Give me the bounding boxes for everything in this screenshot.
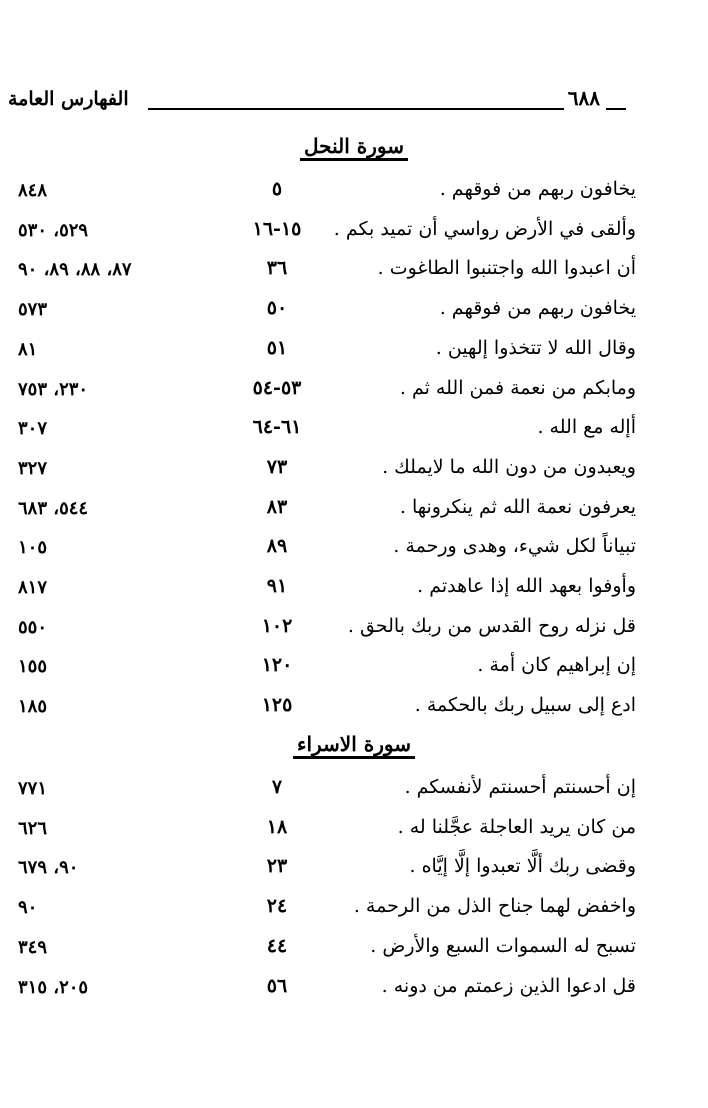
index-row bbox=[0, 654, 708, 684]
index-row bbox=[0, 855, 708, 885]
verse-text: تسبح له السموات السبع والأرض . bbox=[370, 935, 636, 957]
surah-heading bbox=[0, 134, 708, 161]
index-row bbox=[0, 496, 708, 526]
verse-number: ٣٦ bbox=[266, 257, 288, 279]
index-row bbox=[0, 776, 708, 806]
page-references: ٨٤٨ bbox=[18, 180, 48, 201]
index-row bbox=[0, 615, 708, 645]
verse-number: ٨٣ bbox=[266, 496, 288, 518]
verse-text: ويعبدون من دون الله ما لايملك . bbox=[382, 456, 636, 478]
verse-number: ٥ bbox=[271, 178, 283, 200]
verse-text: أإله مع الله . bbox=[537, 416, 636, 438]
index-row bbox=[0, 816, 708, 846]
page-number: ٦٨٨ bbox=[567, 86, 600, 110]
index-row bbox=[0, 575, 708, 605]
verse-text: يخافون ربهم من فوقهم . bbox=[439, 297, 636, 319]
verse-number: ٢٤ bbox=[266, 895, 288, 917]
verse-number: ٥٣-٥٤ bbox=[252, 377, 302, 399]
page-references: ٣٢٧ bbox=[18, 458, 48, 479]
verse-number: ١٢٠ bbox=[261, 654, 293, 676]
page-references: ٢٣٠، ٧٥٣ bbox=[18, 379, 89, 400]
page-references: ٥٢٩، ٥٣٠ bbox=[18, 220, 89, 241]
verse-text: قل ادعوا الذين زعمتم من دونه . bbox=[381, 975, 636, 997]
verse-text: يخافون ربهم من فوقهم . bbox=[439, 178, 636, 200]
verse-text: تبياناً لكل شيء، وهدى ورحمة . bbox=[393, 535, 636, 557]
verse-text: ادع إلى سبيل ربك بالحكمة . bbox=[414, 694, 636, 716]
index-row bbox=[0, 218, 708, 248]
index-row bbox=[0, 895, 708, 925]
verse-text: وقال الله لا تتخذوا إلهين . bbox=[435, 337, 636, 359]
index-row bbox=[0, 257, 708, 287]
index-row bbox=[0, 935, 708, 965]
verse-number: ٩١ bbox=[266, 575, 288, 597]
verse-text: قل نزله روح القدس من ربك بالحق . bbox=[347, 615, 636, 637]
page-references: ٢٠٥، ٣١٥ bbox=[18, 977, 89, 998]
page-references: ٧٧١ bbox=[18, 778, 48, 799]
index-row bbox=[0, 456, 708, 486]
verse-number: ٢٣ bbox=[266, 855, 288, 877]
index-row bbox=[0, 178, 708, 208]
verse-number: ٦١-٦٤ bbox=[252, 416, 302, 438]
verse-number: ٧٣ bbox=[266, 456, 288, 478]
verse-number: ٥١ bbox=[266, 337, 288, 359]
page-references: ٨١ bbox=[18, 339, 38, 360]
verse-number: ٥٠ bbox=[266, 297, 288, 319]
header-rule-short bbox=[606, 108, 626, 110]
page-references: ٣٤٩ bbox=[18, 937, 48, 958]
verse-text: إن أحسنتم أحسنتم لأنفسكم . bbox=[404, 776, 636, 798]
verse-number: ٥٦ bbox=[266, 975, 288, 997]
index-row bbox=[0, 694, 708, 724]
page-references: ٩٠ bbox=[18, 897, 38, 918]
index-row bbox=[0, 416, 708, 446]
verse-text: ومابكم من نعمة فمن الله ثم . bbox=[399, 377, 636, 399]
verse-text: وألقى في الأرض رواسي أن تميد بكم . bbox=[333, 218, 636, 240]
verse-number: ١٥-١٦ bbox=[252, 218, 302, 240]
page-references: ١٥٥ bbox=[18, 656, 48, 677]
page-references: ٥٤٤، ٦٨٣ bbox=[18, 498, 89, 519]
verse-text: واخفض لهما جناح الذل من الرحمة . bbox=[353, 895, 636, 917]
page-header bbox=[8, 86, 626, 118]
index-row bbox=[0, 297, 708, 327]
verse-text: وأوفوا بعهد الله إذا عاهدتم . bbox=[417, 575, 636, 597]
verse-text: إن إبراهيم كان أمة . bbox=[477, 654, 636, 676]
verse-text: وقضى ربك ألَّا تعبدوا إلَّا إيَّاه . bbox=[409, 855, 636, 877]
verse-number: ١٨ bbox=[266, 816, 288, 838]
surah-heading bbox=[0, 732, 708, 759]
page-references: ٨٧، ٨٨، ٨٩، ٩٠ bbox=[18, 259, 132, 280]
verse-text: أن اعبدوا الله واجتنبوا الطاغوت . bbox=[377, 257, 636, 279]
verse-number: ٧ bbox=[271, 776, 283, 798]
header-rule bbox=[148, 108, 564, 110]
index-row bbox=[0, 377, 708, 407]
page-references: ٥٧٣ bbox=[18, 299, 48, 320]
page-references: ١٠٥ bbox=[18, 537, 48, 558]
page-references: ٣٠٧ bbox=[18, 418, 48, 439]
running-title: الفهارس العامة bbox=[8, 88, 129, 110]
verse-number: ١٢٥ bbox=[261, 694, 293, 716]
verse-number: ٨٩ bbox=[266, 535, 288, 557]
index-row bbox=[0, 975, 708, 1005]
verse-number: ١٠٢ bbox=[261, 615, 293, 637]
verse-number: ٤٤ bbox=[266, 935, 288, 957]
page-references: ٨١٧ bbox=[18, 577, 48, 598]
page-references: ١٨٥ bbox=[18, 696, 48, 717]
index-row bbox=[0, 535, 708, 565]
surah-heading-label: سورة الاسراء bbox=[293, 732, 415, 759]
page-references: ٦٢٦ bbox=[18, 818, 48, 839]
page-references: ٥٥٠ bbox=[18, 617, 48, 638]
page-references: ٩٠، ٦٧٩ bbox=[18, 857, 79, 878]
verse-text: يعرفون نعمة الله ثم ينكرونها . bbox=[399, 496, 636, 518]
surah-heading-label: سورة النحل bbox=[300, 134, 408, 161]
verse-text: من كان يريد العاجلة عجَّلنا له . bbox=[397, 816, 636, 838]
index-row bbox=[0, 337, 708, 367]
